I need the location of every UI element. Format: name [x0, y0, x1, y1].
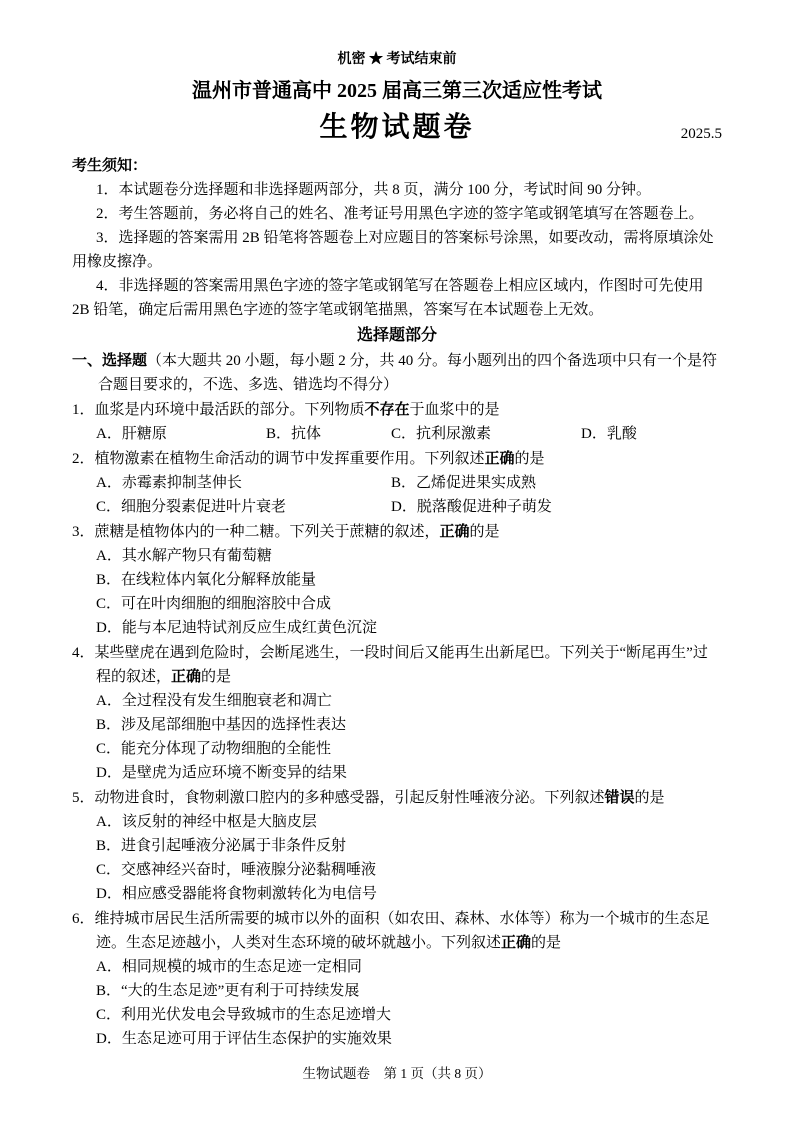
- notice-heading: 考生须知：: [72, 158, 148, 174]
- question-options: [72, 955, 722, 1051]
- stem-text: 6．维持城市居民生活所需要的城市以外的面积（如农田、森林、水体等）称为一个城市的生态足迹。生态足迹越小，人类对生态环境的破坏就越小。下列叙述: [72, 911, 710, 951]
- option-d: D．乳酸: [581, 426, 637, 442]
- stem-text: 于血浆中的是: [409, 402, 500, 418]
- question-stem: [72, 398, 722, 422]
- stem-text: 的是: [514, 451, 545, 467]
- question-options: [72, 471, 722, 519]
- question-4: [72, 641, 722, 785]
- paper-date: 2025.5: [680, 126, 722, 142]
- question-options: [72, 810, 722, 906]
- stem-text: 5．动物进食时，食物刺激口腔内的多种感受器，引起反射性唾液分泌。下列叙述: [72, 790, 605, 806]
- stem-emphasis: 正确: [501, 935, 532, 951]
- question-6: [72, 907, 722, 1051]
- confidential-banner: 机密 ★ 考试结束前: [337, 52, 457, 67]
- question-stem: [72, 786, 722, 810]
- option-b: B．进食引起唾液分泌属于非条件反射: [96, 838, 347, 854]
- section-title: 选择题部分: [356, 327, 437, 344]
- option-c: C．能充分体现了动物细胞的全能性: [96, 741, 332, 757]
- notice-item-2: 2．考生答题前，务必将自己的姓名、准考证号用黑色字迹的签字笔或钢笔填写在答题卷上。: [96, 206, 704, 222]
- question-stem: [72, 641, 722, 689]
- option-a: A．赤霉素抑制茎伸长: [96, 475, 242, 491]
- section-intro: [72, 349, 722, 397]
- question-options: [72, 422, 722, 446]
- question-stem: [72, 907, 722, 955]
- option-d: D．生态足迹可用于评估生态保护的实施效果: [96, 1031, 392, 1047]
- exam-name: 温州市普通高中 2025 届高三第三次适应性考试: [192, 80, 602, 102]
- option-c: C．交感神经兴奋时，唾液腺分泌黏稠唾液: [96, 862, 377, 878]
- section-intro-heading: 一、选择题: [72, 353, 148, 369]
- option-d: D．相应感受器能将食物刺激转化为电信号: [96, 886, 377, 902]
- option-b: B．在线粒体内氧化分解释放能量: [96, 572, 317, 588]
- stem-emphasis: 正确: [484, 451, 515, 467]
- option-a: A．其水解产物只有葡萄糖: [96, 548, 272, 564]
- question-2: [72, 447, 722, 519]
- stem-emphasis: 正确: [439, 524, 470, 540]
- question-options: [72, 689, 722, 785]
- stem-text: 的是: [634, 790, 665, 806]
- stem-text: 4．某些壁虎在遇到危险时，会断尾逃生，一段时间后又能再生出新尾巴。下列关于“断尾再生”过程的叙述，: [72, 645, 708, 685]
- option-c: C．细胞分裂素促进叶片衰老: [96, 499, 287, 515]
- question-options: [72, 544, 722, 640]
- stem-emphasis: 正确: [171, 669, 202, 685]
- stem-text: 2．植物激素在植物生命活动的调节中发挥重要作用。下列叙述: [72, 451, 485, 467]
- option-c: C．可在叶肉细胞的细胞溶胶中合成: [96, 596, 332, 612]
- option-d: D．是壁虎为适应环境不断变异的结果: [96, 765, 347, 781]
- question-3: [72, 520, 722, 640]
- stem-text: 的是: [469, 524, 500, 540]
- question-stem: [72, 447, 722, 471]
- option-d: D．能与本尼迪特试剂反应生成红黄色沉淀: [96, 620, 377, 636]
- option-c: C．抗利尿激素: [391, 426, 492, 442]
- option-c: C．利用光伏发电会导致城市的生态足迹增大: [96, 1007, 392, 1023]
- page-footer: 生物试题卷 第 1 页（共 8 页）: [302, 1066, 492, 1081]
- option-b: B．抗体: [266, 426, 322, 442]
- candidate-notice: [72, 154, 722, 322]
- option-a: A．相同规模的城市的生态足迹一定相同: [96, 959, 362, 975]
- option-a: A．该反射的神经中枢是大脑皮层: [96, 814, 317, 830]
- option-a: A．肝糖原: [96, 426, 167, 442]
- option-d: D．脱落酸促进种子萌发: [391, 499, 552, 515]
- notice-item-4: 4．非选择题的答案需用黑色字迹的签字笔或钢笔写在答题卷上相应区域内，作图时可先使用 2B 铅笔，确定后需用黑色字迹的签字笔或钢笔描黑，答案写在本试题卷上无效。: [72, 278, 704, 318]
- section-intro-text: （本大题共 20 小题，每小题 2 分，共 40 分。每小题列出的四个备选项中只有一个是符合题目要求的，不选、多选、错选均不得分）: [98, 353, 718, 393]
- option-a: A．全过程没有发生细胞衰老和凋亡: [96, 693, 332, 709]
- stem-emphasis: 错误: [604, 790, 635, 806]
- question-1: [72, 398, 722, 446]
- option-b: B．乙烯促进果实成熟: [391, 475, 537, 491]
- question-5: [72, 786, 722, 906]
- question-stem: [72, 520, 722, 544]
- stem-text: 1．血浆是内环境中最活跃的部分。下列物质: [72, 402, 365, 418]
- paper-title-row: [72, 108, 722, 148]
- notice-item-1: 1．本试题卷分选择题和非选择题两部分，共 8 页，满分 100 分，考试时间 90 分钟。: [96, 182, 652, 198]
- stem-emphasis: 不存在: [364, 402, 410, 418]
- stem-text: 的是: [531, 935, 562, 951]
- option-b: B．涉及尾部细胞中基因的选择性表达: [96, 717, 347, 733]
- option-b: B．“大的生态足迹”更有利于可持续发展: [96, 983, 360, 999]
- stem-text: 的是: [201, 669, 232, 685]
- paper-title: 生物试题卷: [319, 112, 475, 143]
- notice-item-3: 3．选择题的答案需用 2B 铅笔将答题卷上对应题目的答案标号涂黑，如要改动，需将原填涂处用橡皮擦净。: [72, 230, 714, 270]
- stem-text: 3．蔗糖是植物体内的一种二糖。下列关于蔗糖的叙述，: [72, 524, 440, 540]
